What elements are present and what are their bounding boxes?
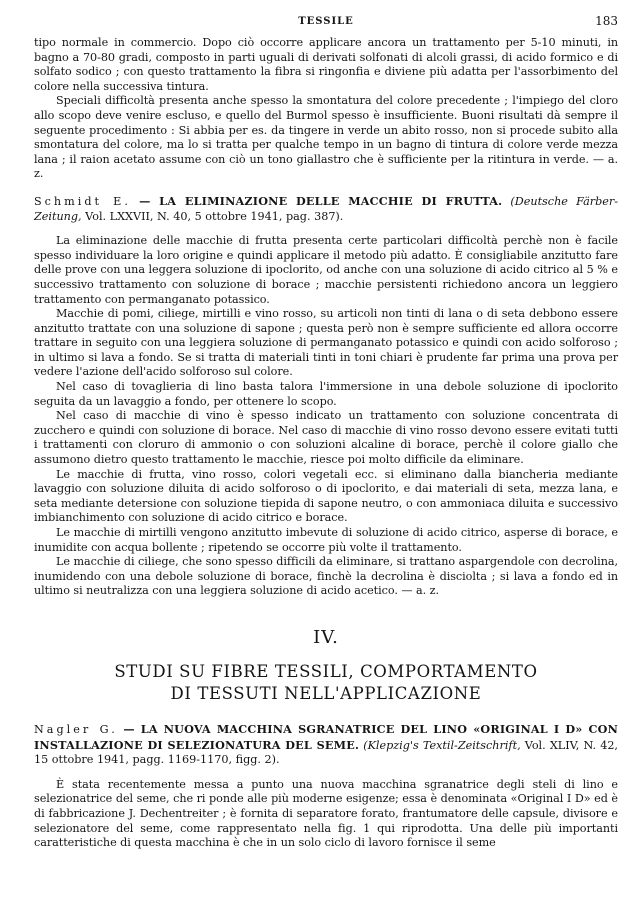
abstract-2-title: — LA NUOVA MACCHINA SGRANATRICE DEL LINO «ORIGINAL I D» CON INSTALLAZIONE DI SELEZIONATURA DEL SEME. bbox=[34, 721, 618, 752]
section-title bbox=[34, 662, 618, 704]
abstract-1-paragraph: La eliminazione delle macchie di frutta presenta certe particolari difficoltà perchè non è facile spesso individuare la loro origine e quindi applicare il metodo più adatto. È consigliabile anzitutto fare delle prove con una leggera soluzione di ipoclorito, od anche con una soluzione di acido citrico al 5 % e successivo trattamento con soluzione di borace ; macchie persistenti richiedono ancora un leggiero trattamento con permanganato potassico. bbox=[34, 234, 618, 306]
page-header bbox=[34, 14, 618, 36]
abstract-1-paragraph: Nel caso di tovaglieria di lino basta talora l'immersione in una debole soluzione di ipoclorito seguita da un lavaggio a fondo, per ottenere lo scopo. bbox=[34, 380, 618, 408]
abstract-2-paragraph: È stata recentemente messa a punto una nuova macchina sgranatrice degli steli di lino e selezionatrice del seme, che ri ponde alle più moderne esigenze; essa è denominata «Original I D» ed è di fabbricazione J. Dechentreiter ; è fornita di separatore forato, frantumatore delle capsule, divisore e selezionatore del seme, come rappresentato nella fig. 1 qui riprodotta. Una delle più importanti caratteristiche di questa macchina è che in un solo ciclo di lavoro fornisce il seme bbox=[34, 777, 618, 850]
section-title-line-1: STUDI SU FIBRE TESSILI, COMPORTAMENTO bbox=[114, 661, 538, 681]
abstract-2-journal: (Klepzig's Textil-Zeitschrift, bbox=[363, 738, 521, 752]
abstract-2-citation: Vol. XLIV, N. 42, 15 ottobre 1941, pagg. 1169-1170, figg. 2). bbox=[34, 738, 618, 767]
abstract-2-heading bbox=[34, 722, 618, 768]
abstract-1-author: Schmidt E. bbox=[34, 194, 131, 208]
section-title-line-2: DI TESSUTI NELL'APPLICAZIONE bbox=[170, 683, 482, 703]
page-number: 183 bbox=[595, 14, 618, 28]
abstract-1-heading bbox=[34, 194, 618, 224]
abstract-1-paragraph: Le macchie di mirtilli vengono anzitutto imbevute di soluzione di acido citrico, asperse di borace, e inumidite con acqua bollente ; ripetendo se occorre più volte il trattamento. bbox=[34, 526, 618, 554]
abstract-2-author: Nagler G. bbox=[34, 722, 118, 736]
abstract-1-paragraph: Nel caso di macchie di vino è spesso indicato un trattamento con soluzione concentrata di zucchero e quindi con soluzione di borace. Nel caso di macchie di vino rosso devono essere evitati tutti i trattamenti con cloruro di ammonio o con soluzioni alcaline di borace, perchè il colore giallo che assumono dietro questo trattamento le macchie, riesce poi molto difficile da eliminare. bbox=[34, 409, 618, 467]
intro-paragraph-2: Speciali difficoltà presenta anche spesso la smontatura del colore precedente ; l'impiego del cloro allo scopo deve venire escluso, e quello del Burmol spesso è insufficiente. Buoni risultati dà sempre il seguente procedimento : Si abbia per es. da tingere in verde un abito rosso, non si procede subito alla smontatura del colore, ma lo si tratta per qualche tempo in un bagno di tintura di colore verde mezza lana ; il raion acetato assume con ciò un tono giallastro che è sufficiente per la ritintura in verde. — a. z. bbox=[34, 94, 618, 181]
abstract-1-citation: Vol. LXXVII, N. 40, 5 ottobre 1941, pag. 387). bbox=[85, 209, 344, 223]
abstract-1-paragraph: Le macchie di ciliege, che sono spesso difficili da eliminare, si trattano aspargendole con decrolina, inumidendo con una debole soluzione di borace, finchè la decrolina è disciolta ; si lava a fondo ed in ultimo si neutralizza con una leggiera soluzione di acido acetico. — a. z. bbox=[34, 555, 618, 598]
abstract-1-paragraph: Le macchie di frutta, vino rosso, colori vegetali ecc. si eliminano dalla biancheria mediante lavaggio con soluzione diluita di acido solforoso o di ipoclorito, e dai materiali di seta, mezza lana, e seta mediante detersione con soluzione tiepida di sapone neutro, o con ammoniaca diluita e successivo imbianchimento con soluzione di acido citrico e borace. bbox=[34, 467, 618, 525]
abstract-1-journal: (Deutsche Färber-Zeitung, bbox=[34, 194, 619, 223]
intro-paragraph-1: tipo normale in commercio. Dopo ciò occorre applicare ancora un trattamento per 5-10 minuti, in bagno a 70-80 gradi, composto in parti uguali di derivati solfonati di alcoli grassi, di acido formico e di solfato sodico ; con questo trattamento la fibra si ringonfia e diviene più adatta per l'assorbimento del colore nella successiva tintura. bbox=[34, 36, 618, 93]
abstract-1-title: — LA ELIMINAZIONE DELLE MACCHIE DI FRUTTA. bbox=[139, 193, 503, 208]
section-number: IV. bbox=[313, 626, 339, 648]
abstract-1-paragraph: Macchie di pomi, ciliege, mirtilli e vino rosso, su articoli non tinti di lana o di seta debbono essere anzitutto trattate con una soluzione di sapone ; questa però non è sempre sufficiente ed allora occorre trattare in seguito con una leggiera soluzione di permanganato potassico e quindi con acido solforoso ; in ultimo si lava a fondo. Se si tratta di materiali tinti in toni chiari è prudente far prima una prova per vedere l'azione dell'acido solforoso sul colore. bbox=[34, 307, 618, 379]
running-title: TESSILE bbox=[298, 16, 354, 27]
